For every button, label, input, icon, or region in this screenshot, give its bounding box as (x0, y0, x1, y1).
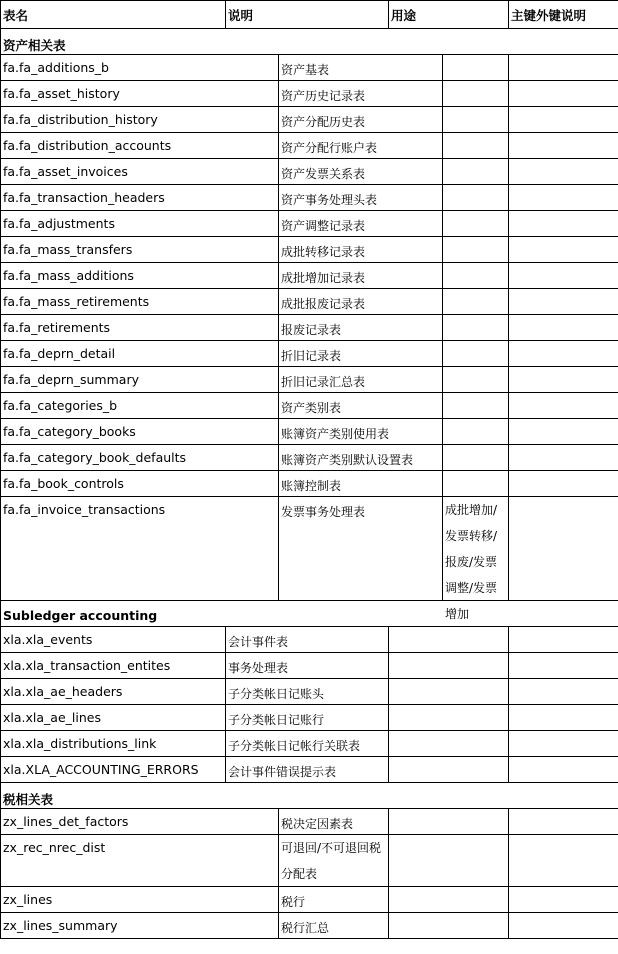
description-cell (278, 366, 442, 392)
table-name-cell (0, 236, 278, 262)
key-cell (508, 730, 618, 756)
header-cell-text: 表名 (3, 8, 29, 23)
table-row (0, 288, 618, 314)
table-row (0, 158, 618, 184)
description-cell-text: 资产分配历史表 (281, 115, 366, 129)
table-name-cell (0, 912, 278, 938)
table-name-cell (0, 652, 225, 678)
table-name-cell-text: fa.fa_category_book_defaults (3, 450, 187, 465)
description-cell-text: 会计事件表 (228, 635, 289, 649)
key-cell (508, 340, 618, 366)
key-cell (508, 444, 618, 470)
key-cell (508, 912, 618, 938)
table-name-cell-text: fa.fa_book_controls (3, 476, 124, 491)
usage-cell (442, 262, 508, 288)
description-cell (278, 886, 388, 912)
table-row (0, 392, 618, 418)
key-cell (508, 392, 618, 418)
description-cell-text: 事务处理表 (228, 661, 289, 675)
description-cell-text: 成批转移记录表 (281, 245, 366, 259)
description-cell-text: 折旧记录汇总表 (281, 375, 366, 389)
key-cell (508, 704, 618, 730)
table-name-cell-text: fa.fa_deprn_summary (3, 372, 139, 387)
description-cell (278, 106, 442, 132)
usage-cell (442, 496, 508, 621)
table-row (0, 314, 618, 340)
description-cell (278, 340, 442, 366)
key-cell (508, 678, 618, 704)
table-row (0, 132, 618, 158)
table-name-cell (0, 106, 278, 132)
key-cell (508, 834, 618, 886)
description-cell-text: 可退回/不可退回税分配表 (281, 841, 382, 881)
section-title: Subledger accounting (3, 608, 158, 623)
table-name-cell (0, 678, 225, 704)
description-cell-text: 子分类帐日记帐行关联表 (228, 739, 361, 753)
key-cell (508, 210, 618, 236)
table-name-cell-text: fa.fa_asset_history (3, 86, 120, 101)
table-row (0, 470, 618, 496)
table-name-cell-text: fa.fa_distribution_accounts (3, 138, 172, 153)
key-cell (508, 184, 618, 210)
table-name-cell (0, 340, 278, 366)
usage-cell (442, 80, 508, 106)
key-cell (508, 314, 618, 340)
table-name-cell-text: fa.fa_distribution_history (3, 112, 158, 127)
usage-cell (442, 366, 508, 392)
table-name-cell-text: zx_lines_det_factors (3, 814, 129, 829)
key-cell (508, 626, 618, 652)
table-name-cell (0, 470, 278, 496)
description-cell-text: 税决定因素表 (281, 817, 354, 831)
description-cell (278, 808, 388, 834)
table-name-cell (0, 834, 278, 886)
description-cell (278, 444, 442, 470)
usage-cell (442, 184, 508, 210)
usage-cell (442, 288, 508, 314)
table-name-cell-text: zx_lines (3, 892, 53, 907)
table-row (0, 366, 618, 392)
table-name-cell-text: xla.xla_ae_headers (3, 684, 123, 699)
key-cell (508, 366, 618, 392)
section-title: 资产相关表 (3, 38, 66, 53)
description-cell-text: 资产事务处理头表 (281, 193, 378, 207)
table-name-cell (0, 418, 278, 444)
description-cell-text: 资产调整记录表 (281, 219, 366, 233)
key-cell (508, 652, 618, 678)
table-row (0, 756, 618, 782)
table-name-cell (0, 626, 225, 652)
description-cell (278, 236, 442, 262)
key-cell (508, 132, 618, 158)
header-cell (225, 0, 388, 28)
table-name-cell-text: zx_rec_nrec_dist (3, 840, 106, 855)
table-name-cell-text: zx_lines_summary (3, 918, 118, 933)
key-cell (508, 886, 618, 912)
table-name-cell (0, 366, 278, 392)
description-cell (278, 54, 442, 80)
usage-cell (388, 834, 508, 886)
usage-cell (442, 340, 508, 366)
usage-cell (388, 808, 508, 834)
table-name-cell-text: fa.fa_categories_b (3, 398, 118, 413)
table-row (0, 444, 618, 470)
table-name-cell (0, 184, 278, 210)
table-name-cell (0, 132, 278, 158)
key-cell (508, 288, 618, 314)
header-cell-text: 说明 (228, 8, 254, 23)
description-cell-text: 资产基表 (281, 63, 330, 77)
description-cell (278, 184, 442, 210)
table-name-cell (0, 262, 278, 288)
description-cell (278, 470, 442, 496)
key-cell (508, 80, 618, 106)
table-name-cell (0, 704, 225, 730)
usage-cell (442, 418, 508, 444)
description-cell (225, 626, 388, 652)
key-cell (508, 418, 618, 444)
description-cell-text: 账簿资产类别使用表 (281, 427, 390, 441)
description-cell-text: 账簿控制表 (281, 479, 342, 493)
description-cell-text: 账簿资产类别默认设置表 (281, 453, 414, 467)
description-cell-text: 子分类帐日记账头 (228, 687, 325, 701)
table-name-cell-text: fa.fa_mass_retirements (3, 294, 150, 309)
header-cell (0, 0, 225, 28)
usage-cell (442, 314, 508, 340)
description-cell (278, 262, 442, 288)
usage-cell (442, 132, 508, 158)
table-name-cell (0, 210, 278, 236)
table-name-cell (0, 314, 278, 340)
table-row (0, 262, 618, 288)
description-cell-text: 报废记录表 (281, 323, 342, 337)
table-row (0, 106, 618, 132)
usage-cell (388, 678, 508, 704)
description-cell (278, 132, 442, 158)
table-name-cell-text: fa.fa_asset_invoices (3, 164, 128, 179)
table-row (0, 678, 618, 704)
description-cell (278, 912, 388, 938)
section-title: 税相关表 (3, 792, 54, 807)
header-cell (388, 0, 508, 28)
table-row (0, 184, 618, 210)
table-name-cell-text: xla.xla_transaction_entites (3, 658, 171, 673)
table-name-cell (0, 730, 225, 756)
table-name-cell-text: xla.XLA_ACCOUNTING_ERRORS (3, 762, 199, 777)
description-cell (225, 756, 388, 782)
usage-cell (442, 210, 508, 236)
table-row (0, 54, 618, 80)
table-name-cell-text: fa.fa_retirements (3, 320, 111, 335)
table-name-cell (0, 444, 278, 470)
table-name-cell-text: fa.fa_mass_transfers (3, 242, 133, 257)
table-name-cell-text: fa.fa_additions_b (3, 60, 109, 75)
usage-cell (388, 756, 508, 782)
description-cell (278, 210, 442, 236)
table-row (0, 418, 618, 444)
usage-cell-text: 成批增加/发票转移/报废/发票调整/发票增加 (445, 503, 498, 621)
description-cell-text: 折旧记录表 (281, 349, 342, 363)
table-row (0, 210, 618, 236)
table-row (0, 626, 618, 652)
table-row (0, 704, 618, 730)
table-name-cell-text: xla.xla_ae_lines (3, 710, 101, 725)
description-cell (278, 314, 442, 340)
table-name-cell (0, 80, 278, 106)
usage-cell (442, 54, 508, 80)
description-cell-text: 子分类帐日记账行 (228, 713, 325, 727)
description-cell-text: 资产历史记录表 (281, 89, 366, 103)
table-name-cell (0, 808, 278, 834)
table-name-cell-text: xla.xla_events (3, 632, 93, 647)
table-name-cell (0, 496, 278, 600)
table-row (0, 834, 618, 886)
description-cell (278, 418, 442, 444)
table-name-cell-text: fa.fa_mass_additions (3, 268, 134, 283)
table-name-cell (0, 54, 278, 80)
section-heading (0, 28, 618, 54)
table-name-cell (0, 392, 278, 418)
description-cell-text: 成批增加记录表 (281, 271, 366, 285)
description-cell (225, 704, 388, 730)
section-heading (0, 600, 618, 626)
description-cell (278, 288, 442, 314)
table-bottom-border (0, 938, 618, 939)
description-cell (278, 834, 388, 886)
usage-cell (442, 470, 508, 496)
description-cell-text: 资产类别表 (281, 401, 342, 415)
section-heading (0, 782, 618, 808)
usage-cell (388, 912, 508, 938)
description-cell-text: 资产发票关系表 (281, 167, 366, 181)
table-row (0, 730, 618, 756)
key-cell (508, 158, 618, 184)
description-cell-text: 税行 (281, 895, 306, 909)
description-cell-text: 发票事务处理表 (281, 505, 366, 519)
table-name-cell (0, 288, 278, 314)
description-cell-text: 资产分配行账户表 (281, 141, 378, 155)
usage-cell (442, 236, 508, 262)
usage-cell (442, 392, 508, 418)
table-name-cell (0, 886, 278, 912)
table-name-cell-text: fa.fa_category_books (3, 424, 136, 439)
table-name-cell (0, 158, 278, 184)
description-cell (225, 652, 388, 678)
description-cell-text: 会计事件错误提示表 (228, 765, 337, 779)
key-cell (508, 470, 618, 496)
table-name-cell-text: fa.fa_transaction_headers (3, 190, 165, 205)
table-name-cell-text: fa.fa_adjustments (3, 216, 115, 231)
key-cell (508, 808, 618, 834)
usage-cell (388, 886, 508, 912)
table-row (0, 808, 618, 834)
key-cell (508, 756, 618, 782)
table-name-cell-text: fa.fa_invoice_transactions (3, 502, 166, 517)
usage-cell (388, 704, 508, 730)
table-header (0, 0, 618, 28)
usage-cell (388, 730, 508, 756)
table-row (0, 340, 618, 366)
key-cell (508, 262, 618, 288)
description-cell (278, 496, 442, 600)
usage-cell (442, 106, 508, 132)
table-name-cell (0, 756, 225, 782)
key-cell (508, 54, 618, 80)
description-cell (278, 158, 442, 184)
description-cell (225, 678, 388, 704)
table-row (0, 236, 618, 262)
key-cell (508, 106, 618, 132)
header-cell-text: 主键外键说明 (511, 8, 587, 23)
usage-cell (442, 444, 508, 470)
table-row (0, 886, 618, 912)
description-cell (225, 730, 388, 756)
description-cell (278, 392, 442, 418)
header-cell-text: 用途 (391, 8, 417, 23)
key-cell (508, 236, 618, 262)
description-cell-text: 税行汇总 (281, 921, 330, 935)
description-cell (278, 80, 442, 106)
table-row (0, 80, 618, 106)
table-row (0, 652, 618, 678)
usage-cell (388, 652, 508, 678)
table-name-cell-text: fa.fa_deprn_detail (3, 346, 116, 361)
usage-cell (388, 626, 508, 652)
description-cell-text: 成批报废记录表 (281, 297, 366, 311)
key-cell (508, 496, 618, 600)
usage-cell (442, 158, 508, 184)
table-name-cell-text: xla.xla_distributions_link (3, 736, 157, 751)
table-row (0, 912, 618, 938)
header-cell (508, 0, 618, 28)
